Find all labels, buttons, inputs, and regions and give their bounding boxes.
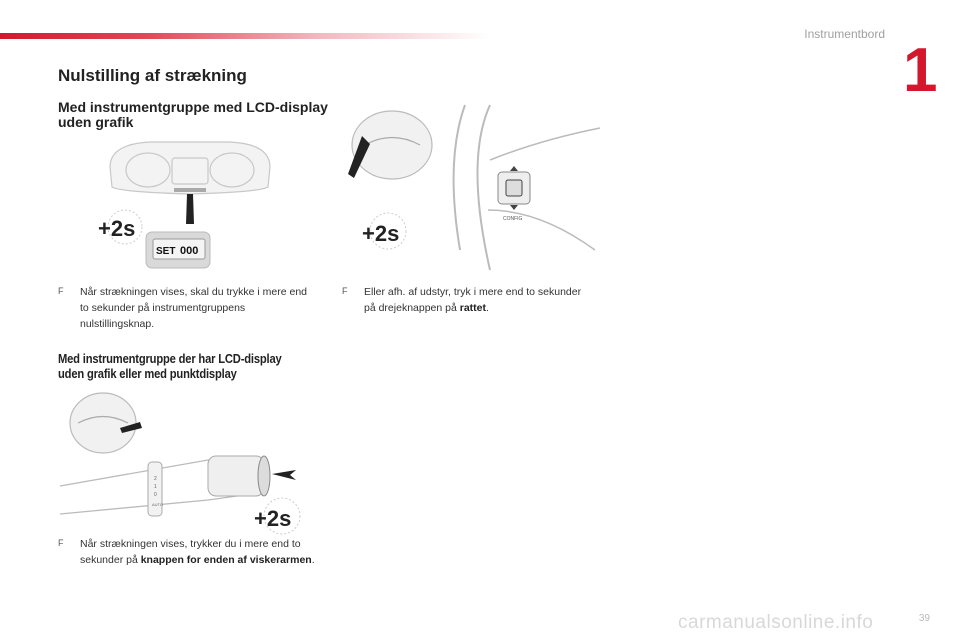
arrow-icon (186, 194, 194, 224)
stalk-figure (58, 388, 308, 538)
bullet-icon: F (58, 538, 64, 548)
emphasis-text: knappen for enden af viskerarmen (140, 554, 312, 566)
list-item (342, 284, 592, 316)
list-item (58, 536, 318, 568)
bullet-icon: F (342, 286, 348, 296)
arrow-icon (272, 470, 296, 480)
section-heading-dot-display: Med instrumentgruppe der har LCD-display uden grafik eller med punktdisplay (58, 351, 282, 381)
svg-text:2: 2 (154, 476, 157, 482)
instruction-text: Eller afh. af udstyr, tryk i mere end to sekunder på drejeknappen på rattet. (364, 286, 582, 314)
section-heading-lcd: Med instrumentgruppe med LCD-display uden grafik (58, 99, 328, 130)
section-header: Instrumentbord (804, 27, 885, 41)
duration-badge: +2s (98, 216, 136, 241)
emphasis-text: rattet (459, 302, 487, 314)
duration-badge: +2s (362, 221, 400, 246)
svg-text:0: 0 (154, 492, 157, 498)
svg-text:AUTO: AUTO (152, 502, 164, 507)
list-item (58, 284, 318, 332)
page-title: Nulstilling af strækning (58, 66, 247, 85)
svg-text:1: 1 (154, 484, 157, 490)
cluster-figure (90, 132, 290, 272)
instruction-text: Når strækningen vises, trykker du i mere end to sekunder på knappen for enden af viskerarmen. (80, 538, 315, 566)
duration-badge: +2s (254, 506, 292, 531)
instruction-text: Når strækningen vises, skal du trykke i mere end to sekunder på instrumentgruppens nulstillingsknap. (80, 286, 308, 330)
steering-figure (340, 100, 605, 280)
page-number: 39 (918, 613, 930, 624)
display-value: 000 (180, 245, 199, 257)
watermark: carmanualsonline.info (678, 612, 874, 633)
header-accent-bar (0, 33, 490, 39)
chapter-number: 1 (903, 36, 938, 105)
bullet-icon: F (58, 286, 64, 296)
display-label: SET (156, 246, 176, 257)
config-label: CONFIG (503, 216, 523, 222)
